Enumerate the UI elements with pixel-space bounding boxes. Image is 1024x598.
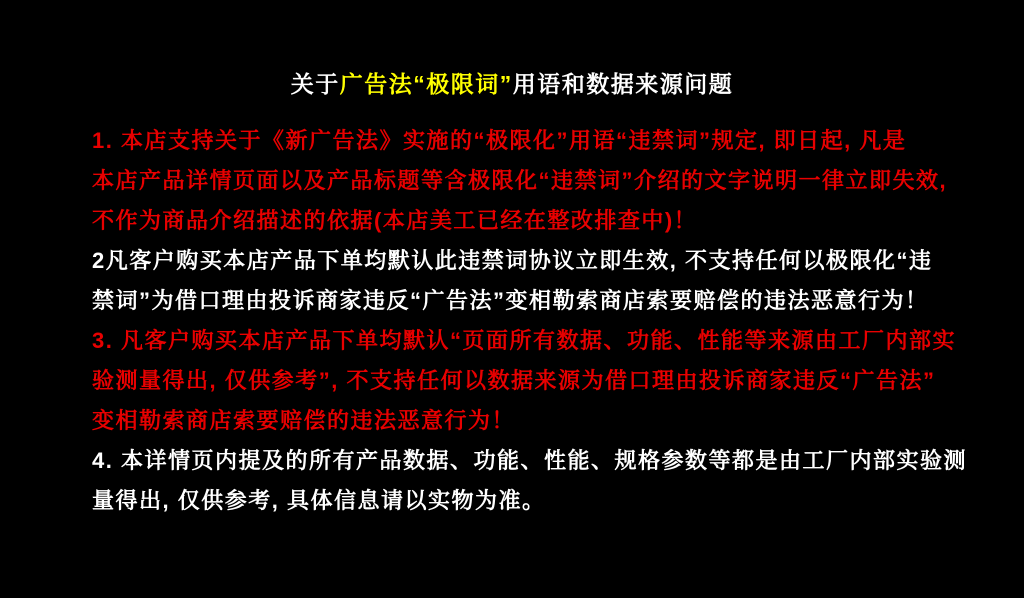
notice-line: 不作为商品介绍描述的依据(本店美工已经在整改排查中)！: [92, 208, 698, 233]
notice-body: [92, 121, 967, 521]
title-prefix: 关于: [290, 71, 340, 97]
notice-title: [0, 66, 1024, 99]
notice-line: 2凡客户购买本店产品下单均默认此违禁词协议立即生效, 不支持任何以极限化“违: [92, 248, 933, 273]
title-highlight: 广告法“极限词”: [339, 71, 513, 97]
notice-line: 变相勒索商店索要赔偿的违法恶意行为！: [92, 408, 516, 433]
notice-line: 本店产品详情页面以及产品标题等含极限化“违禁词”介绍的文字说明一律立即失效,: [92, 168, 948, 193]
notice-line: 1. 本店支持关于《新广告法》实施的“极限化”用语“违禁词”规定, 即日起, 凡是: [92, 128, 907, 153]
notice-line: 验测量得出, 仅供参考”, 不支持任何以数据来源为借口理由投诉商家违反“广告法”: [92, 368, 936, 393]
notice-line: 3. 凡客户购买本店产品下单均默认“页面所有数据、功能、性能等来源由工厂内部实: [92, 328, 956, 353]
notice-line: 4. 本详情页内提及的所有产品数据、功能、性能、规格参数等都是由工厂内部实验测: [92, 448, 967, 473]
notice-line: 量得出, 仅供参考, 具体信息请以实物为准。: [92, 488, 546, 513]
title-suffix: 用语和数据来源问题: [512, 71, 734, 97]
notice-line: 禁词”为借口理由投诉商家违反“广告法”变相勒索商店索要赔偿的违法恶意行为！: [92, 288, 929, 313]
